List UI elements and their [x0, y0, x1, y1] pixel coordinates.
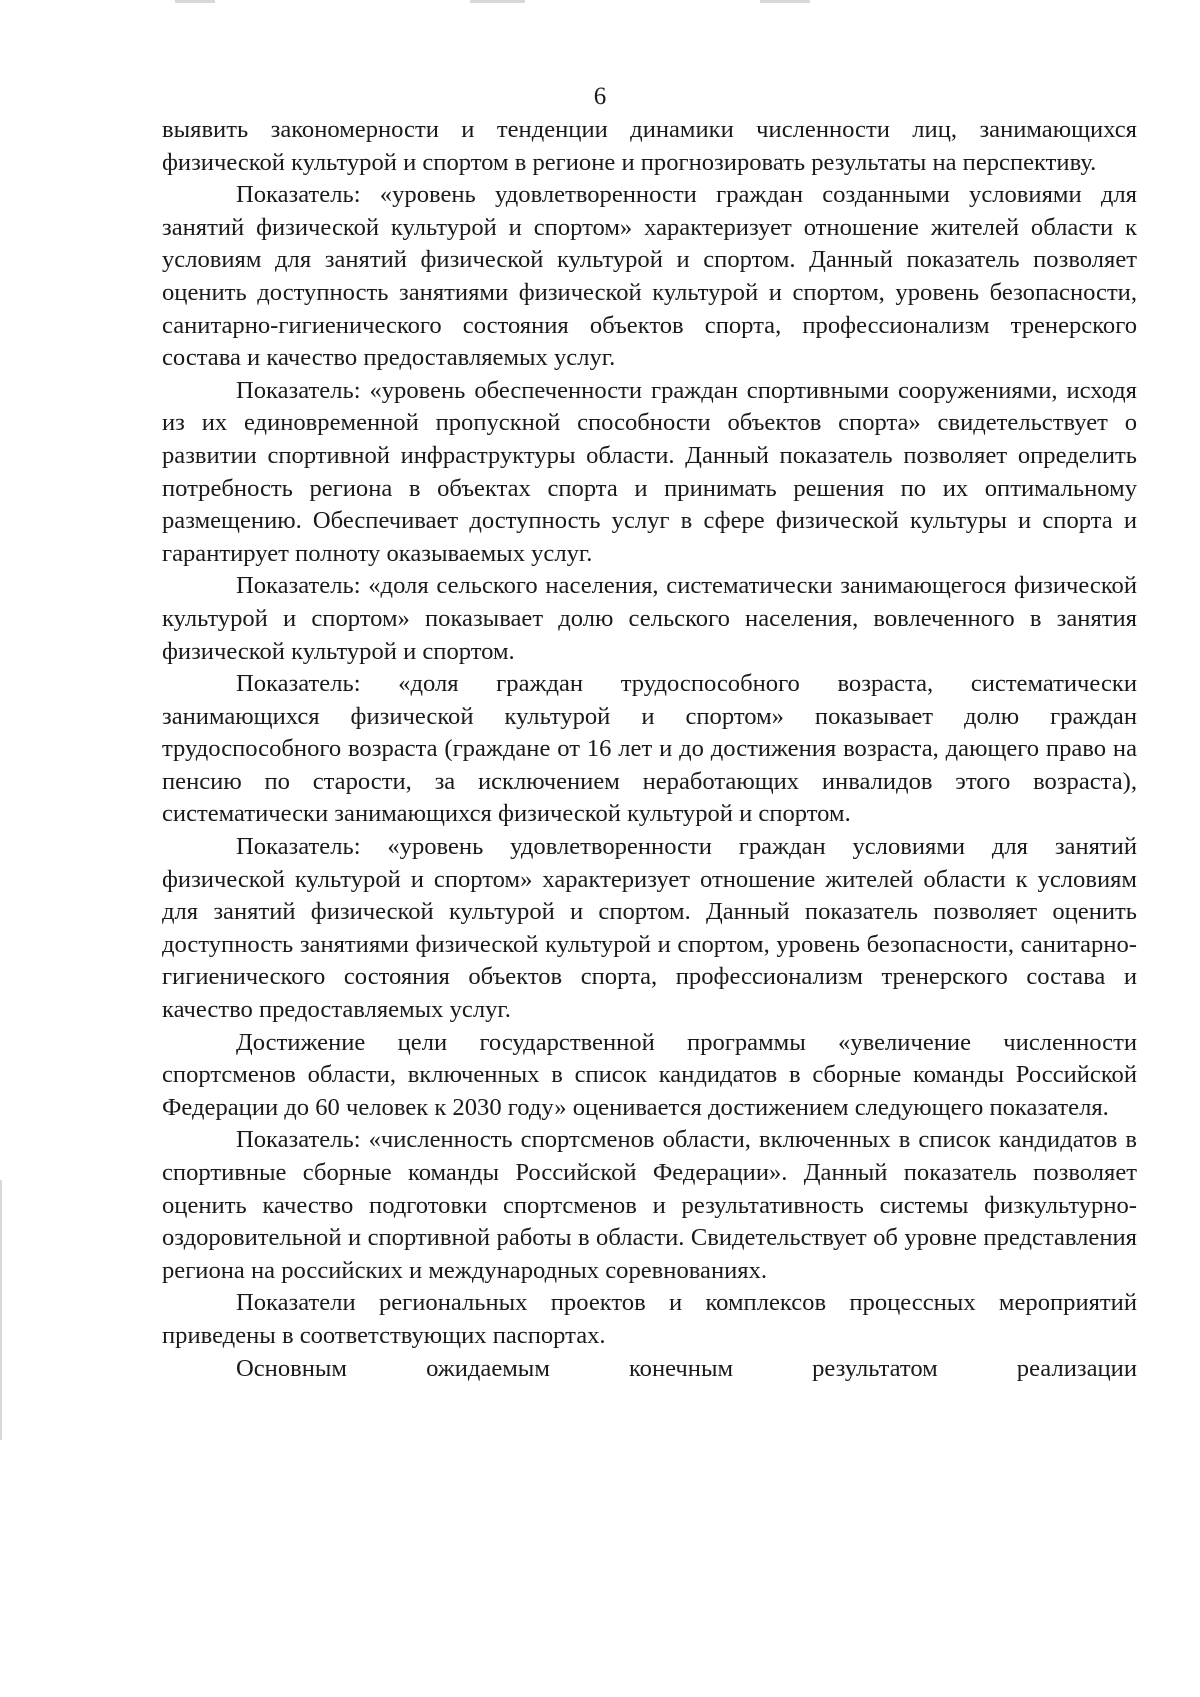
paragraph: Достижение цели государственной программы «увеличение численности спортсменов области, включенных в список кандидатов в сборные команды Российской Федерации до 60 человек к 2030 году» оценивается достижением следующего показателя. — [162, 1028, 1137, 1121]
paragraph: Показатель: «уровень обеспеченности граждан спортивными сооружениями, исходя из их единовременной пропускной способности объектов спорта» свидетельствует о развитии спортивной инфраструктуры области. Данный показатель позволяет определить потребность региона в объектах спорта и принимать решения по их оптимальному размещению. Обеспечивает доступность услуг в сфере физической культуры и спорта и гарантирует полноту оказываемых услуг. — [162, 376, 1137, 567]
scan-edge-mark — [0, 1180, 2, 1440]
paragraph: Показатель: «численность спортсменов области, включенных в список кандидатов в спортивные сборные команды Российской Федерации». Данный показатель позволяет оценить качество подготовки спортсменов и результативность системы физкультурно-оздоровительной и спортивной работы в области. Свидетельствует об уровне представления региона на российских и международных соревнованиях. — [162, 1126, 1137, 1284]
scan-edge-mark — [760, 0, 810, 3]
scan-edge-mark — [470, 0, 525, 3]
paragraph: Основным ожидаемым конечным результатом реализации — [236, 1354, 1137, 1382]
page-number: 6 — [593, 83, 607, 110]
paragraph: Показатель: «доля сельского населения, систематически занимающегося физической культурой и спортом» показывает долю сельского населения, вовлеченного в занятия физической культурой и спортом. — [162, 572, 1137, 665]
paragraph: Показатели региональных проектов и комплексов процессных мероприятий приведены в соответствующих паспортах. — [162, 1289, 1137, 1349]
paragraph: выявить закономерности и тенденции динамики численности лиц, занимающихся физической культурой и спортом в регионе и прогнозировать результаты на перспективу. — [162, 116, 1137, 176]
paragraph: Показатель: «уровень удовлетворенности граждан созданными условиями для занятий физической культурой и спортом» характеризует отношение жителей области к условиям для занятий физической культурой и спортом. Данный показатель позволяет оценить доступность занятиями физической культурой и спортом, уровень безопасности, санитарно-гигиенического состояния объектов спорта, профессионализм тренерского состава и качество предоставляемых услуг. — [162, 181, 1137, 372]
paragraph: Показатель: «доля граждан трудоспособного возраста, систематически занимающихся физической культурой и спортом» показывает долю граждан трудоспособного возраста (граждане от 16 лет и до достижения возраста, дающего право на пенсию по старости, за исключением неработающих инвалидов этого возраста), систематически занимающихся физической культурой и спортом. — [162, 670, 1137, 828]
scan-edge-mark — [175, 0, 215, 3]
body-text — [162, 114, 1137, 1385]
paragraph: Показатель: «уровень удовлетворенности граждан условиями для занятий физической культурой и спортом» характеризует отношение жителей области к условиям для занятий физической культурой и спортом. Данный показатель позволяет оценить доступность занятиями физической культурой и спортом, уровень безопасности, санитарно-гигиенического состояния объектов спорта, профессионализм тренерского состава и качество предоставляемых услуг. — [162, 833, 1137, 1024]
